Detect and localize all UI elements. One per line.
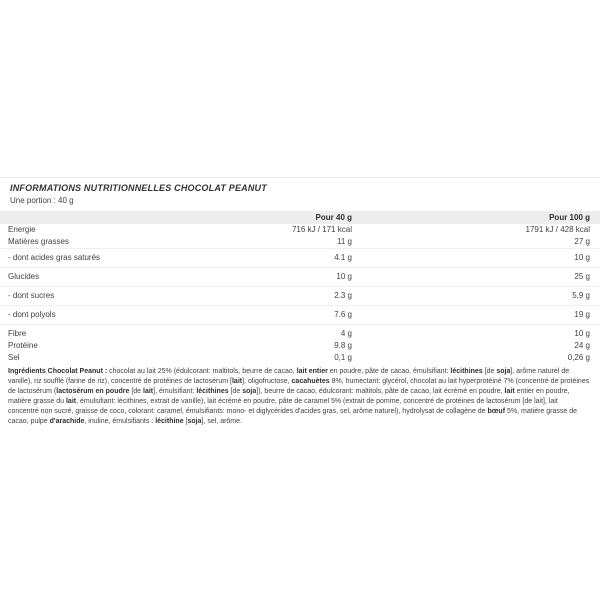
table-row-polyols: [0, 305, 600, 324]
nutrient-label: - dont sucres: [8, 291, 55, 300]
value-per-100g: 5,9 g: [572, 291, 590, 300]
value-per-40g: 716 kJ / 171 kcal: [291, 225, 352, 234]
nutrient-label: Glucides: [8, 272, 40, 281]
table-row-glucides: [0, 267, 600, 286]
section-header: [0, 178, 600, 206]
table-header-row: [0, 211, 600, 224]
table-row-proteine: [0, 340, 600, 352]
value-per-100g: 0,26 g: [567, 353, 590, 362]
value-per-100g: 19 g: [574, 310, 590, 319]
nutrition-table: [0, 211, 600, 364]
value-per-40g: 0,1 g: [334, 353, 352, 362]
column-header-per-40g: Pour 40 g: [315, 213, 352, 222]
table-row-matieres-grasses: [0, 236, 600, 248]
value-per-40g: 11 g: [337, 237, 352, 246]
value-per-40g: 10 g: [336, 272, 352, 281]
section-title: INFORMATIONS NUTRITIONNELLES CHOCOLAT PEANUT: [10, 183, 267, 193]
nutrient-label: Protéine: [8, 341, 38, 350]
nutrient-label: Fibre: [8, 329, 27, 338]
value-per-100g: 10 g: [574, 329, 590, 338]
nutrient-label: - dont acides gras saturés: [8, 253, 101, 262]
nutrient-label: - dont polyols: [8, 310, 56, 319]
table-row-acides-gras-satures: [0, 248, 600, 267]
portion-size-text: Une portion : 40 g: [10, 196, 74, 205]
value-per-100g: 25 g: [574, 272, 590, 281]
table-row-sel: [0, 352, 600, 364]
value-per-100g: 24 g: [574, 341, 590, 350]
table-row-sucres: [0, 286, 600, 305]
value-per-100g: 27 g: [574, 237, 590, 246]
column-header-per-100g: Pour 100 g: [549, 213, 590, 222]
value-per-40g: 4.1 g: [334, 253, 352, 262]
value-per-40g: 9.8 g: [334, 341, 352, 350]
table-row-fibre: [0, 324, 600, 340]
value-per-100g: 10 g: [574, 253, 590, 262]
nutrient-label: Energie: [8, 225, 36, 234]
nutrient-label: Sel: [8, 353, 20, 362]
value-per-40g: 2.3 g: [334, 291, 352, 300]
value-per-40g: 4 g: [340, 329, 352, 338]
nutrient-label: Matières grasses: [8, 237, 69, 246]
table-row-energie: [0, 224, 600, 236]
value-per-100g: 1791 kJ / 428 kcal: [525, 225, 590, 234]
nutrition-information-section: [0, 177, 600, 427]
ingredients-paragraph: Ingrédients Chocolat Peanut : chocolat au lait 25% (édulcorant: maltitols, beurre de cacao, lait entier en poudre, pâte de cacao, émulsifiant: lécithines [de soja], arôme naturel de vanille), riz soufflé (farine de riz), concentré de protéines de lactosérum [lait], oligofructose, cacahuètes 8%, humectant: glycérol, chocolat au lait hyperprotéiné 7% (concentré de protéines de lactosérum (lactosérum en poudre [de lait], émulsifiant: lécithines [de soja]), beurre de cacao, édulcorant: maltitols, pâte de cacao, lait écrémé en poudre, lait entier en poudre, matière grasse du lait, émulsifiant: lécithines, extrait de vanille), lait écrémé en poudre, pâte de caramel 5% (extrait de pomme, concentré de protéines de lactosérum [de lait], lait concentré non sucré, graisse de coco, colorant: caramel, émulsifiants: mono- et diglycérides d'acides gras, sel, arôme naturel), hydrolysat de collagène de bœuf 5%, matière grasse de cacao, pulpe d'arachide, inuline, émulsifiants : lécithine [soja], sel, arôme.: [8, 368, 590, 425]
value-per-40g: 7.6 g: [334, 310, 352, 319]
